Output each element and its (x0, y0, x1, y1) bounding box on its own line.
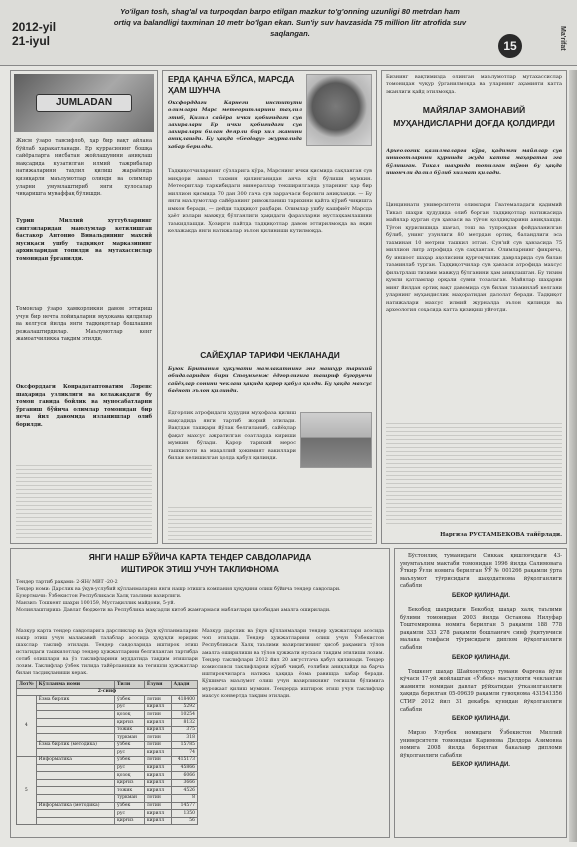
jumladan-badge: JUMLADAN (36, 94, 132, 112)
col-script: Ёзуви (144, 681, 171, 689)
cell-quantity: 6066 (171, 772, 197, 780)
table-row (17, 734, 198, 742)
table-row (17, 756, 198, 764)
table-subheader: 2-синф (17, 688, 198, 696)
cell-language: рус (115, 749, 145, 757)
cell-quantity: 8132 (171, 718, 197, 726)
cell-quantity: 3666 (171, 779, 197, 787)
notice-text: Бекобод шаҳридаги Бекобод шаҳар халқ таълими бўлими томонидан 2003 йилда Останова Нилуфар Тоштемировна номига берилган 5 рақамли 188 778 рақамли 333 278 рақамли бошланғич синф ўқитувчиси малака тоифаси тўғрисидаги диплом йўқолганлиги сабабли (400, 606, 562, 651)
cell-script: лотин (144, 756, 171, 764)
cell-language: ўзбек (115, 802, 145, 810)
left-paragraph-2: Томонлар ўзаро ҳамкорликни давом эттириш учун бир нечта лойиҳаларни муҳокама қилдилар ва келгуси йилда янги тадқиқотлар бошлашни режалаштирдилар. Маълумотлар кенг жамоатчиликка тақдим этилди. (16, 306, 152, 343)
notices-list (400, 553, 562, 835)
table-row (17, 703, 198, 711)
cell-quantity: 4526 (171, 787, 197, 795)
cell-language: тожик (115, 726, 145, 734)
cell-quantity: 8 (171, 794, 197, 802)
cell-manual-name (36, 810, 114, 818)
table-row (17, 779, 198, 787)
right-article-continued-text (386, 420, 562, 526)
table-row (17, 772, 198, 780)
article2-lead: Буюк Британия ҳукумати мамлакатнинг энг машҳур тарихий обидаларидан бири Стоунхенж ёдгорлигига ташриф буюрувчи сайёҳлар сонини чеклаш ҳақида қарор қабул қилди. Бу ҳақда махсус баёнот эълон қилинди. (168, 366, 372, 394)
cell-script: кирилл (144, 718, 171, 726)
table-row (17, 696, 198, 704)
tender-title-2: ИШТИРОК ЭТИШ УЧУН ТАКЛИФНОМА (121, 564, 279, 574)
left-bold-paragraph: Турин Миллий хуттубларнинг синтзиларидан маюлумлар кетилишган бастакор Антонио Вивальдининг махсий мусиқаси ушбу тадқиқот марказининг архивларидан топилди ва мутахассислар томонидан ўрганилди. (16, 218, 152, 262)
right-article-byline: Наргиза РУСТАМБЕКОВА тайёрлади. (440, 532, 562, 538)
cell-quantity: 45866 (171, 764, 197, 772)
cell-script: лотин (144, 794, 171, 802)
cell-quantity: 5292 (171, 703, 197, 711)
cell-quantity: 14577 (171, 802, 197, 810)
cell-manual-name (36, 718, 114, 726)
table-row (17, 764, 198, 772)
cell-script: кирилл (144, 703, 171, 711)
article1-title: ЕРДА ҚАНЧА БЎЛСА, МАРСДА ҲАМ ШУНЧА (168, 74, 295, 95)
cell-manual-name (36, 726, 114, 734)
col-lang: Тили (115, 681, 145, 689)
issue-date (12, 20, 112, 48)
cell-script: лотин (144, 734, 171, 742)
tender-customer: Буюртмачи: Ўзбекистон Республикаси Халқ таълими вазирлиги. (16, 594, 182, 599)
article2-continued-text (168, 504, 372, 540)
article2-body: Ёдгорлик атрофидаги ҳудудни муҳофаза қилиш мақсадида янги тартиб жорий этилади. Вақтдан ташқари йўлак белгиланиб, сайёҳлар фақат махсус ажратилган соатларда кириши мумкин бўлади. Қарор тарихий мерос ташкилоти ва маҳаллий ҳокимият вакиллари билан келишилган ҳолда қабул қилинди. (168, 410, 296, 461)
page-header (0, 0, 577, 66)
cell-manual-name (36, 749, 114, 757)
table-row (17, 749, 198, 757)
tender-funding: Молиялаштириш: Давлат бюджети ва Республика мақсадли китоб жамғармаси маблағлари ҳисобидан амалга оширилади. (16, 608, 331, 613)
cell-script: лотин (144, 802, 171, 810)
tender-address: Манзил: Тошкент шаҳри 100159, Мустақиллик майдони, 5-уй. (16, 601, 176, 606)
cell-manual-name: Информатика (36, 756, 114, 764)
header-headline: Yo'ilgan tosh, shag'al va turpoqdan barpo etilgan mazkur to'g'onning uzunligi 80 metrdan ham ortiq va balandligi taxminan 10 metr bo'lgan ekan. Sun'iy suv havzasida 75 million litr atrofida suv saqlangan. (113, 7, 467, 38)
table-row (17, 718, 198, 726)
cell-quantity: 415173 (171, 756, 197, 764)
table-row (17, 817, 198, 825)
cell-manual-name: Ёзма бирлик (36, 696, 114, 704)
notice-item (400, 669, 562, 725)
cell-language: қирғиз (115, 718, 145, 726)
tender-body-right: Мазкур дарслик ва ўқув қўлланмалари тендер ҳужжатлари асосида чоп этилади. Тендер ҳужжатларини олиш учун Ўзбекистон Республикаси Халқ таълими вазирлигининг ҳисоб рақамига тўлов амалга оширилиши ва тўлов ҳужжати нусхаси тақдим этилиши лозим. Тендер таклифлари 2012 йил 20 августгача қабул қилинади. Тендер комиссияси таклифларни кўриб чиқиб, ғолибни аниқлайди ва барча иштирокчиларга натижа ҳақида ёзма равишда хабар беради. Қўшимча маълумот олиш учун вазирликнинг тегишли бўлимига мурожаат қилиш мумкин. Тендерда иштирок этиш учун таклифлар махсус конвертда тақдим этилади. (202, 629, 384, 699)
cell-language: қирғиз (115, 779, 145, 787)
issue-year: 2012-yil (12, 20, 57, 34)
right-edge-shadow (569, 70, 577, 842)
page-number-badge: 15 (498, 34, 522, 58)
cell-quantity: 15785 (171, 741, 197, 749)
cell-quantity: 10254 (171, 711, 197, 719)
table-row (17, 726, 198, 734)
issue-day: 21-iyul (12, 34, 51, 48)
cell-language: ўзбек (115, 696, 145, 704)
cell-manual-name (36, 711, 114, 719)
table-row (17, 794, 198, 802)
cell-manual-name (36, 794, 114, 802)
right-article-body: Цинциннати университети олимлари Гватемаладаги қадимий Тикал шаҳри ҳудудида олиб борган тадқиқотлар натижасида майялар қурган сув ҳавзаси ва тўғон қолдиқларини аниқлашди. Тўғон қурилишида шағал, тош ва тупроқдан фойдаланилган бўлиб, унинг узунлиги 80 метрдан ортиқ, баландлиги эса тахминан 10 метрни ташкил этган. Сун'ий сув ҳавзасида 75 миллион литр атрофида сув сақланган. Олимларнинг фикрича, бу иншоот шаҳар аҳолисини қурғоқчилик даврларида сув билан таъминлаб турган. Тадқиқотчилар сув ҳавзаси атрофида махсус фильтрлаш тизими мавжуд бўлганини ҳам аниқлашган. Бу тизим қумли қатламлар орқали сувни тозалаган. Майялар шаҳарни минг йилдан ортиқ вақт давомида сув билан таъминлаб келгани уларнинг муҳандислик маҳоратидан далолат беради. Тадқиқот натижалари махсус илмий журналда эълон қилинди ва археология соҳасида катта қизиқиш уйғотди. (386, 202, 562, 313)
notice-item (400, 553, 562, 601)
cell-language: қозоқ (115, 711, 145, 719)
cell-manual-name (36, 772, 114, 780)
tender-name: Тендер номи: Дарслик ва ўқув-услубий қўлланмаларни янги нашр этишга компания ҳуқуқини олиш бўйича тендер савдолари. (16, 587, 341, 592)
tender-body-left: Мазкур карта тендер савдоларига дарсликлар ва ўқув қўлланмаларни нашр этиш учун малакавий талаблар асосида ҳуқуқли юридик шахслар таклиф этилади. Тендер савдоларида иштирок этиш истагидаги ташкилотлар тендер ҳужжатларини белгиланган тартибда сотиб олишлари ва ўз таклифларини муддатида тақдим этишлари лозим. Таклифлар ўзбек тилида тайёрланиши ва тегишли ҳужжатлар билан тасдиқланиши керак. (16, 629, 198, 676)
stonehenge-photo (300, 412, 372, 468)
article2-title: САЙЁҲЛАР ТАРИФИ ЧЕКЛАНАДИ (200, 350, 340, 360)
cell-quantity: 375 (171, 726, 197, 734)
cell-language: рус (115, 810, 145, 818)
cell-manual-name (36, 787, 114, 795)
cell-script: кирилл (144, 764, 171, 772)
table-row (17, 810, 198, 818)
notice-label: БЕКОР ҚИЛИНАДИ. (452, 762, 510, 769)
cell-language: туркман (115, 794, 145, 802)
cell-quantity: 74 (171, 749, 197, 757)
cell-manual-name (36, 703, 114, 711)
cell-script: кирилл (144, 772, 171, 780)
cell-script: лотин (144, 696, 171, 704)
article1-lead: Оксфорддаги Карнеги институти олимлари Марс метеоритларини таҳлил этиб, Қизил сайёра ички қобиғидаги сув захиралари Ер ички қобиғидаги сув захиралари билан деярли бир хил эканини аниқлашди. Бу ҳақда «Geology» журналида хабар берилди. (168, 100, 302, 150)
cell-script: лотин (144, 741, 171, 749)
cell-script: кирилл (144, 787, 171, 795)
right-intro-text: Бизнинг вақтимизда олинган маълумотлар мутахассислар томонидан чуқур ўрганилмоқда ва уларнинг аҳамияти катта эканлиги қайд этилмоқда. (386, 74, 562, 95)
cell-manual-name: Информатика (методика) (36, 802, 114, 810)
notice-text: Бўстонлиқ туманидаги Сиккак қишлоғидаги 43-умумтаълим мактаби томонидан 1996 йилда Салимовага Ўткир Ўғли номига берилган ЎЎ № 001266 рақамли ўрта маълумот тўғрисидаги шаҳодатнома йўқолганлиги сабабли (400, 553, 562, 590)
left-column-continued-text (16, 462, 152, 538)
lot-number: 4 (17, 696, 37, 757)
col-qty: Адади (171, 681, 197, 689)
mars-photo (306, 74, 372, 146)
cell-language: рус (115, 703, 145, 711)
cell-language: туркман (115, 734, 145, 742)
cell-script: кирилл (144, 726, 171, 734)
cell-quantity: 56 (171, 817, 197, 825)
table-row (17, 802, 198, 810)
cell-script: кирилл (144, 810, 171, 818)
tender-title-1: ЯНГИ НАШР БЎЙИЧА КАРТА ТЕНДЕР САВДОЛАРИДА (88, 552, 312, 562)
col-name: Кўлланма номи (36, 681, 114, 689)
table-row (17, 711, 198, 719)
right-article-lead: Археологик қазилмаларга кўра, қадимги майялар сув иншоотларини қуришда жуда катта маҳоратга эга бўлишган. Тикал шаҳрида топилган тўғон бу ҳақда ишончли далил бўлиб хизмат қилади. (386, 148, 562, 176)
tender-number: Тендер тартиб рақами: 2-ЯН/ МВТ -20-2 (16, 580, 118, 585)
cell-language: рус (115, 764, 145, 772)
cell-script: лотин (144, 711, 171, 719)
tender-table (16, 680, 198, 825)
cell-manual-name (36, 779, 114, 787)
notice-item (400, 730, 562, 770)
cell-manual-name (36, 817, 114, 825)
left-column-photo (14, 74, 154, 132)
cell-language: тожик (115, 787, 145, 795)
col-lot: Лот№ (17, 681, 37, 689)
cell-manual-name: Ёзма бирлик (методика) (36, 741, 114, 749)
cell-manual-name (36, 764, 114, 772)
table-row (17, 787, 198, 795)
masthead-vertical: Ma'rifat (559, 26, 566, 51)
notice-item (400, 607, 562, 663)
cell-language: қирғиз (115, 817, 145, 825)
cell-manual-name (36, 734, 114, 742)
cell-script: кирилл (144, 817, 171, 825)
cell-language: ўзбек (115, 756, 145, 764)
notice-label: БЕКОР ҚИЛИНАДИ. (452, 716, 510, 723)
article1-body: Тадқиқотчиларнинг сўзларига кўра, Марснинг ички қисмида сақланган сув миқдори аввал тахмин қилинганидан анча кўп бўлиши мумкин. Метеоритлар таркибидаги минераллар текширилганда уларнинг ҳар бир миллион қисмида 70 дан 300 гача сув заррачаси борлиги аниқланди. — Бу янги маълумотлар сайёранинг ривожланиш тарихини қайта кўриб чиқишга имкон беради, — дейди тадқиқот раҳбари. Олимлар ушбу кашфиёт Марсда ҳаёт излари мавжуд бўлганлиги ҳақидаги фаразларни мустаҳкамлашини таъкидлашди. Ҳозирги пайтда тадқиқотлар давом эттирилмоқда ва яқин келажакда янги натижалар эълон қилиниши кутилмоқда. (168, 168, 372, 234)
cell-language: қозоқ (115, 772, 145, 780)
notice-text: Мирзо Улуғбек номидаги Ўзбекистон Миллий университети томонидан Каримова Дилдора Азимовна номига 2008 йилда берилган бакалавр дипломи йўқолганлиги сабабли (400, 730, 562, 759)
cell-language: ўзбек (115, 741, 145, 749)
cell-quantity: 1350 (171, 810, 197, 818)
cell-quantity: 318 (171, 734, 197, 742)
cell-script: кирилл (144, 749, 171, 757)
right-article-title: МАЙЯЛАР ЗАМОНАВИЙ МУҲАНДИСЛАРНИ ДОҒДА ҚОЛДИРДИ (393, 105, 555, 128)
left-bold-paragraph-2: Оксфорддаги Конрадатаптоватим Лоренс шаҳарида узликлиги ва келажакдаги бу томон гавида бойлик ва муносабатларни ўрганиш бўйича олимлар томонидан бир неча йил давомида изланишлар олиб борилди. (16, 384, 152, 428)
lot-number: 5 (17, 756, 37, 824)
notice-text: Тошкент шаҳар Шайхонтоҳур тумани Фарғона йўли кўчаси 17-уй жойлашган «Ўзбек» масъулияти чекланган жамияти номидан давлат рўйхатидан ўтказилганлиги ҳақида берилган 05-09639 рақамли гувоҳнома 431541356 СТИР 2012 йил 31 декабрь кунидан йўқолганлиги сабабли (400, 668, 562, 713)
tender-table-body (17, 688, 198, 825)
notice-label: БЕКОР ҚИЛИНАДИ. (452, 592, 510, 599)
notice-label: БЕКОР ҚИЛИНАДИ. (452, 654, 510, 661)
cell-quantity: 418400 (171, 696, 197, 704)
table-row (17, 741, 198, 749)
left-intro-text: Жисм ўзаро тавсифлоб, ҳар бир вақт айлана бўйлаб ҳаракатланади. Ер куррасининг бошқа сайёраларга нисбатан жойлашувини аниқлаш мақсадида кузатилган илмий тажрибалар натижаларини таҳлил қилиш жараёнида қизиқарли маълумотлар олинди ва олимлар уларни умумлаштириб янги хулосалар чиқаришга муваффақ бўлишди. (16, 138, 152, 198)
tender-meta (16, 579, 384, 625)
cell-script: кирилл (144, 779, 171, 787)
